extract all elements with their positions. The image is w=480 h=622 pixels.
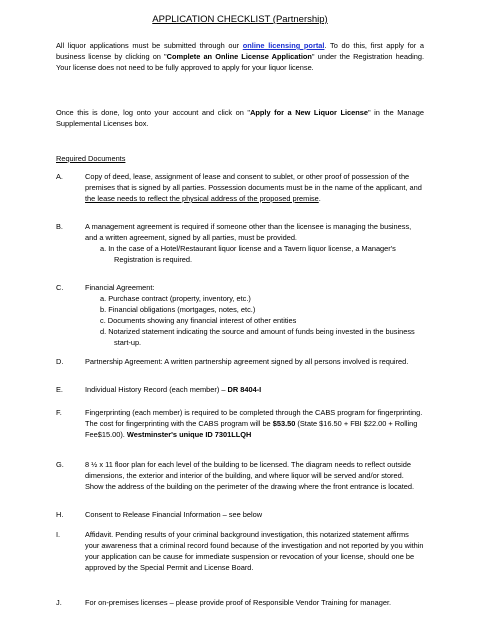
item-c-sub-a: a. Purchase contract (property, inventory, etc.) bbox=[100, 294, 251, 303]
item-text: For on-premises licenses – please provide proof of Responsible Vendor Training for manager. bbox=[85, 598, 392, 607]
list-item-g bbox=[56, 459, 424, 492]
item-letter: C. bbox=[56, 283, 64, 292]
intro2-text-1: Once this is done, log onto your account and click on " bbox=[56, 108, 251, 117]
intro2-paragraph bbox=[56, 107, 424, 129]
page-title: APPLICATION CHECKLIST (Partnership) bbox=[152, 14, 328, 25]
item-b-text: A management agreement is required if someone other than the licensee is managing the business, and a written agreement, signed by all parties, must be provided. bbox=[85, 222, 412, 242]
complete-application-label: Complete an Online License Application bbox=[166, 52, 312, 61]
item-a-underlined: the lease needs to reflect the physical address of the proposed premise bbox=[85, 194, 319, 203]
item-text bbox=[85, 407, 424, 440]
item-letter: B. bbox=[56, 222, 63, 231]
intro2-text-2: " in the Manage Supplemental Licenses box. bbox=[56, 108, 424, 128]
item-c-sub-d: d. Notarized statement indicating the source and amount of funds being invested in the business start-up. bbox=[100, 327, 415, 347]
westminster-unique-id: Westminster's unique ID 7301LLQH bbox=[126, 430, 252, 439]
item-letter: E. bbox=[56, 385, 63, 394]
item-c-sub-c: c. Documents showing any financial interest of other entities bbox=[100, 316, 297, 325]
list-item-b bbox=[56, 221, 424, 265]
apply-new-liquor-license-label: Apply for a New Liquor License bbox=[250, 108, 368, 117]
intro-text-1: All liquor applications must be submitted through our bbox=[56, 41, 243, 50]
item-c-sub-b: b. Financial obligations (mortgages, notes, etc.) bbox=[100, 305, 256, 314]
online-licensing-portal-link[interactable]: online licensing portal bbox=[242, 41, 325, 50]
item-text bbox=[85, 171, 424, 204]
form-dr-8404-i: DR 8404-I bbox=[227, 385, 262, 394]
item-c-text: Financial Agreement: bbox=[85, 283, 155, 292]
item-letter: I. bbox=[56, 530, 61, 539]
intro-paragraph bbox=[56, 40, 424, 73]
item-letter: A. bbox=[56, 172, 63, 181]
item-a-text: Copy of deed, lease, assignment of lease and consent to sublet, or other proof of possession of the premises that is signed by all parties. Possession documents must be in the name of the applicant, and bbox=[85, 172, 422, 192]
item-text: Consent to Release Financial Information – see below bbox=[85, 510, 263, 519]
list-item-i bbox=[56, 529, 424, 573]
list-item-d bbox=[56, 356, 424, 367]
item-a-end: . bbox=[318, 194, 321, 203]
list-item-f bbox=[56, 407, 424, 440]
item-f-text-2: (State $16.50 + FBI $22.00 + Rolling Fee$15.00). bbox=[85, 419, 418, 439]
list-item-e bbox=[56, 384, 424, 395]
list-item-c bbox=[56, 282, 424, 348]
item-text bbox=[85, 384, 424, 395]
item-text: Partnership Agreement: A written partnership agreement signed by all persons involved is required. bbox=[85, 357, 409, 366]
item-text: Affidavit. Pending results of your criminal background investigation, this notarized statement affirms your awareness that a criminal record found because of the investigation and not reported by you within your application can be cause for immediate suspension or revocation of your license, should one be approved by the Special Permit and License Board. bbox=[85, 530, 424, 572]
item-letter: F. bbox=[56, 408, 62, 417]
item-text bbox=[85, 221, 424, 265]
list-item-j bbox=[56, 597, 424, 608]
item-letter: J. bbox=[56, 598, 62, 607]
fingerprint-cost: $53.50 bbox=[272, 419, 296, 428]
list-item-a bbox=[56, 171, 424, 204]
item-letter: D. bbox=[56, 357, 64, 366]
item-letter: H. bbox=[56, 510, 64, 519]
list-item-h bbox=[56, 509, 424, 520]
intro-text-3: " under the Registration heading. Your license does not need to be fully approved to apply for your liquor license. bbox=[56, 52, 424, 72]
item-b-sub-a: a. In the case of a Hotel/Restaurant liquor license and a Tavern liquor license, a Manager's Registration is required. bbox=[100, 244, 396, 264]
item-text: 8 ½ x 11 floor plan for each level of the building to be licensed. The diagram needs to reflect outside dimensions, the exterior and interior of the building, and where liquor will be served and/or stored. Show the address of the building on the perimeter of the drawing where the front entrance is located. bbox=[85, 460, 415, 491]
item-letter: G. bbox=[56, 460, 64, 469]
item-text bbox=[85, 282, 424, 348]
item-e-text: Individual History Record (each member) – bbox=[85, 385, 228, 394]
required-documents-heading: Required Documents bbox=[56, 154, 126, 163]
item-f-text: Fingerprinting (each member) is required to be completed through the CABS program for fingerprinting. The cost for fingerprinting with the CABS program will be bbox=[85, 408, 423, 428]
intro-text-2: . To do this, first apply for a business license by clicking on " bbox=[56, 41, 424, 61]
